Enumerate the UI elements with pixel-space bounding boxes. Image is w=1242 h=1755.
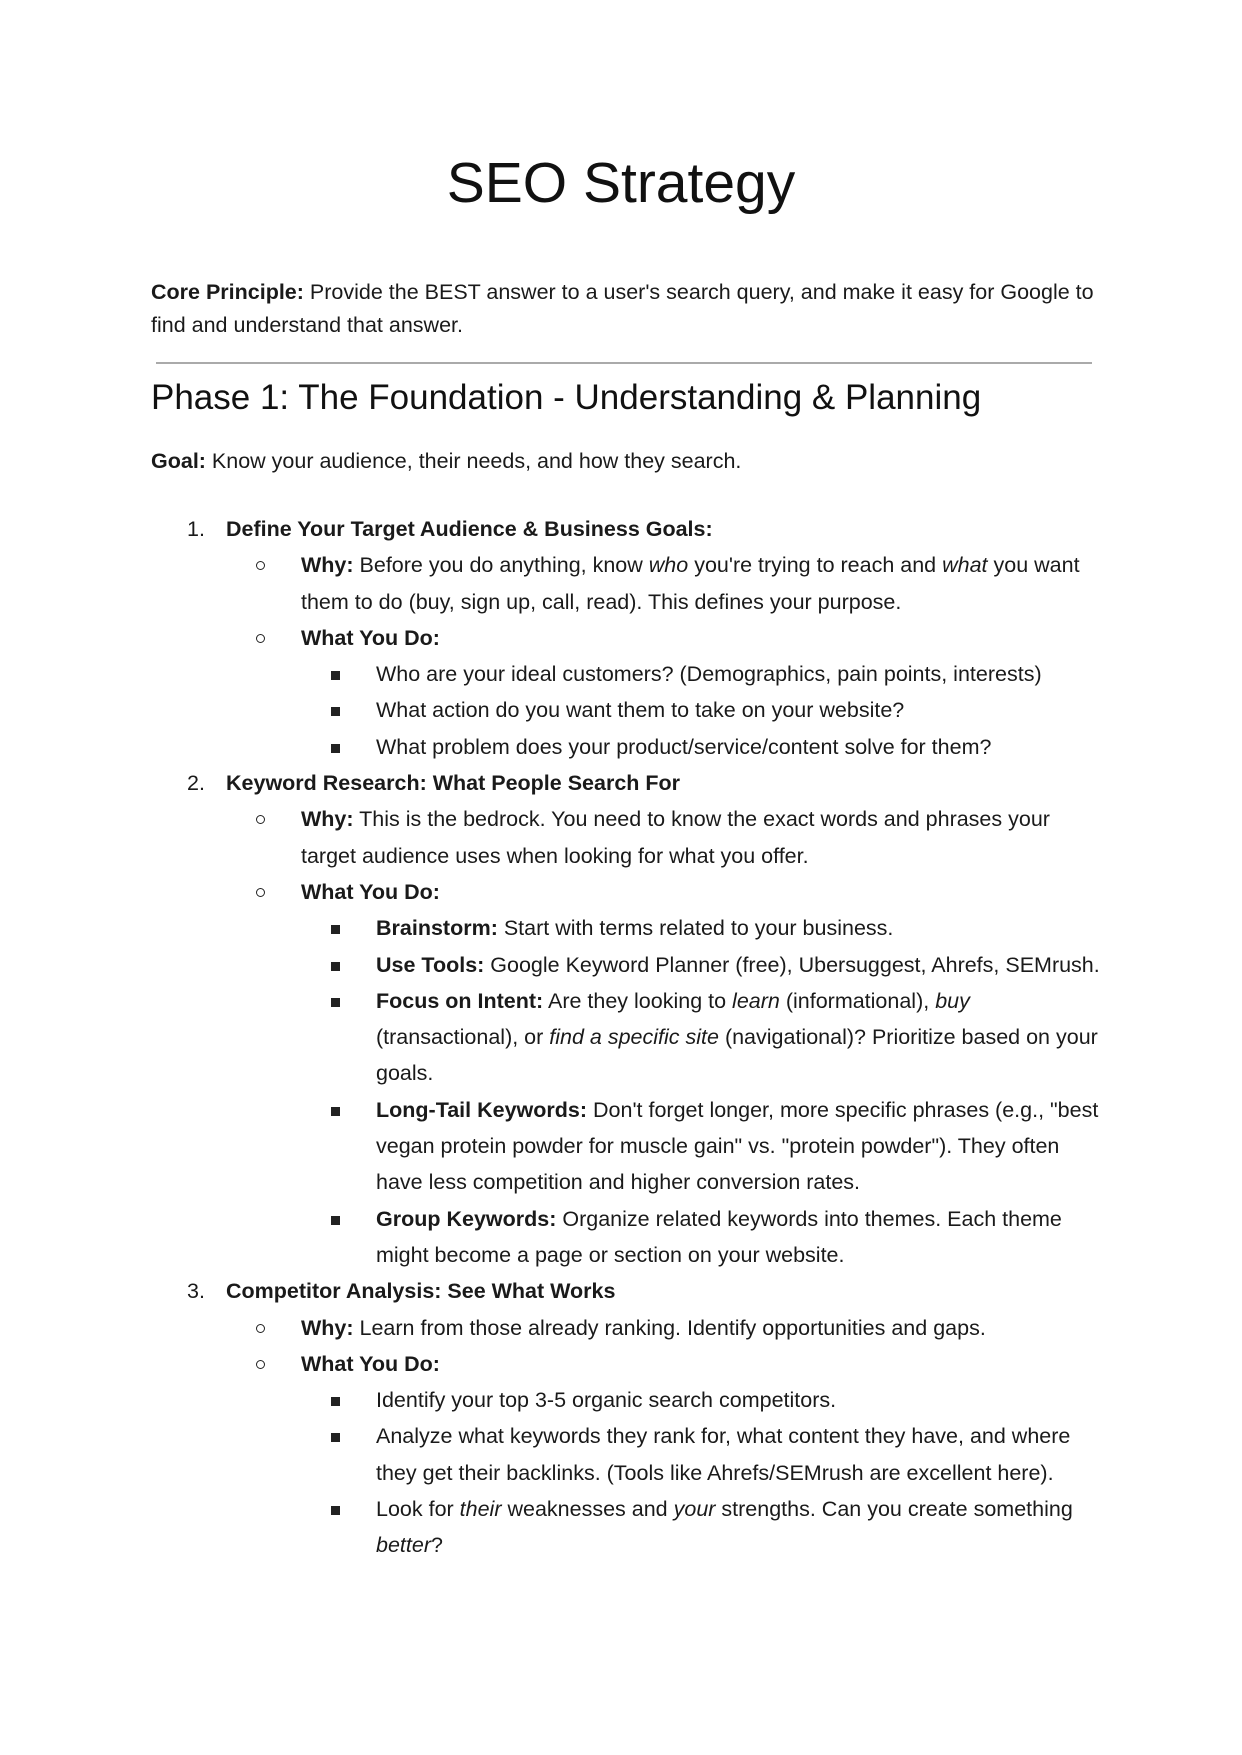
- why-item: [226, 801, 1101, 874]
- point-text: weaknesses and: [501, 1497, 674, 1522]
- why-text: you're trying to reach and: [688, 553, 943, 578]
- point-text: ?: [430, 1533, 443, 1558]
- step-number: 1.: [187, 517, 205, 541]
- step-item: [151, 1273, 1101, 1563]
- circle-bullet-icon: [256, 561, 265, 570]
- sub-list: [226, 1310, 1101, 1564]
- point-item: [301, 692, 1101, 728]
- point-text: What problem does your product/service/content solve for them?: [376, 734, 992, 759]
- what-label: What You Do:: [301, 879, 440, 904]
- point-item: [301, 1092, 1101, 1201]
- why-item: [226, 547, 1101, 620]
- what-label: What You Do:: [301, 1351, 440, 1376]
- step-title: Competitor Analysis: See What Works: [226, 1279, 616, 1304]
- goal-label: Goal:: [151, 449, 206, 473]
- document-title: SEO Strategy: [446, 151, 796, 215]
- square-bullet-icon: [331, 1433, 340, 1442]
- square-bullet-icon: [331, 1107, 340, 1116]
- point-text: (navigational)? Prioritize based on your goals.: [376, 1025, 1098, 1086]
- point-item: [301, 1491, 1101, 1564]
- point-label: Group Keywords:: [376, 1206, 557, 1231]
- point-text: What action do you want them to take on your website?: [376, 698, 905, 723]
- square-bullet-icon: [331, 1397, 340, 1406]
- point-text: (informational),: [779, 988, 936, 1013]
- sub-list: [226, 547, 1101, 765]
- point-emphasis: better: [376, 1533, 431, 1558]
- step-item: [151, 765, 1101, 1273]
- point-text: Start with terms related to your business.: [497, 916, 894, 941]
- what-item: [226, 1346, 1101, 1564]
- core-principle: [151, 276, 1101, 342]
- point-item: [301, 910, 1101, 946]
- point-text: strengths. Can you create something: [715, 1497, 1073, 1522]
- point-text: Who are your ideal customers? (Demographics, pain points, interests): [376, 662, 1042, 687]
- step-title: Define Your Target Audience & Business Goals:: [226, 517, 713, 541]
- point-item: [301, 656, 1101, 692]
- what-item: [226, 620, 1101, 765]
- point-emphasis: their: [459, 1497, 502, 1522]
- why-text: you want them to do (buy, sign up, call, read). This defines your purpose.: [301, 553, 1080, 614]
- point-text: Analyze what keywords they rank for, what content they have, and where they get their backlinks. (Tools like Ahrefs/SEMrush are excellent here).: [376, 1424, 1071, 1485]
- circle-bullet-icon: [256, 1360, 265, 1369]
- point-item: [301, 1382, 1101, 1418]
- goal-text: Know your audience, their needs, and how they search.: [205, 449, 742, 473]
- phase-goal: [151, 445, 1101, 478]
- point-item: [301, 1418, 1101, 1491]
- why-text: This is the bedrock. You need to know the exact words and phrases your target audience uses when looking for what you offer.: [301, 807, 1050, 868]
- step-title: Keyword Research: What People Search For: [226, 771, 681, 796]
- why-item: [226, 1310, 1101, 1346]
- sub-list: [226, 801, 1101, 1273]
- square-bullet-icon: [331, 671, 340, 680]
- point-item: [301, 983, 1101, 1092]
- why-label: Why:: [301, 807, 354, 832]
- point-emphasis: buy: [935, 988, 970, 1013]
- point-emphasis: find a specific site: [549, 1025, 719, 1050]
- point-text: Are they looking to: [543, 988, 733, 1013]
- phase-heading: Phase 1: The Foundation - Understanding & Planning: [151, 378, 982, 417]
- point-label: Use Tools:: [376, 952, 485, 977]
- square-bullet-icon: [331, 925, 340, 934]
- why-emphasis: what: [942, 553, 988, 578]
- point-text: Google Keyword Planner (free), Ubersuggest, Ahrefs, SEMrush.: [484, 952, 1100, 977]
- point-label: Long-Tail Keywords:: [376, 1097, 588, 1122]
- point-label: Brainstorm:: [376, 916, 498, 941]
- core-principle-text: Provide the BEST answer to a user's search query, and make it easy for Google to find and understand that answer.: [151, 280, 1094, 337]
- point-label: Focus on Intent:: [376, 988, 544, 1013]
- point-list: [301, 1382, 1101, 1563]
- point-item: [301, 1201, 1101, 1274]
- circle-bullet-icon: [256, 634, 265, 643]
- square-bullet-icon: [331, 744, 340, 753]
- horizontal-rule: [156, 362, 1092, 364]
- point-item: [301, 947, 1101, 983]
- point-list: [301, 910, 1101, 1273]
- square-bullet-icon: [331, 962, 340, 971]
- point-text: Identify your top 3-5 organic search competitors.: [376, 1388, 837, 1413]
- square-bullet-icon: [331, 998, 340, 1007]
- why-text: Learn from those already ranking. Identify opportunities and gaps.: [353, 1315, 986, 1340]
- point-text: (transactional), or: [376, 1025, 550, 1050]
- point-emphasis: your: [673, 1497, 716, 1522]
- step-list: [151, 511, 1101, 1564]
- step-number: 3.: [187, 1279, 205, 1304]
- what-label: What You Do:: [301, 625, 440, 650]
- circle-bullet-icon: [256, 815, 265, 824]
- why-label: Why:: [301, 553, 354, 578]
- point-list: [301, 656, 1101, 765]
- square-bullet-icon: [331, 707, 340, 716]
- why-emphasis: who: [648, 553, 689, 578]
- core-principle-label: Core Principle:: [151, 280, 304, 304]
- circle-bullet-icon: [256, 1324, 265, 1333]
- point-text: Look for: [376, 1497, 460, 1522]
- why-text: Before you do anything, know: [353, 553, 649, 578]
- circle-bullet-icon: [256, 888, 265, 897]
- why-label: Why:: [301, 1315, 354, 1340]
- point-emphasis: learn: [732, 988, 780, 1013]
- what-item: [226, 874, 1101, 1273]
- square-bullet-icon: [331, 1216, 340, 1225]
- step-item: [151, 511, 1101, 765]
- point-item: [301, 729, 1101, 765]
- point-text: Organize related keywords into themes. Each theme might become a page or section on your website.: [376, 1206, 1062, 1267]
- square-bullet-icon: [331, 1506, 340, 1515]
- step-number: 2.: [187, 771, 205, 796]
- point-text: Don't forget longer, more specific phrases (e.g., "best vegan protein powder for muscle gain" vs. "protein powder"). They often have less competition and higher conversion rates.: [376, 1097, 1099, 1195]
